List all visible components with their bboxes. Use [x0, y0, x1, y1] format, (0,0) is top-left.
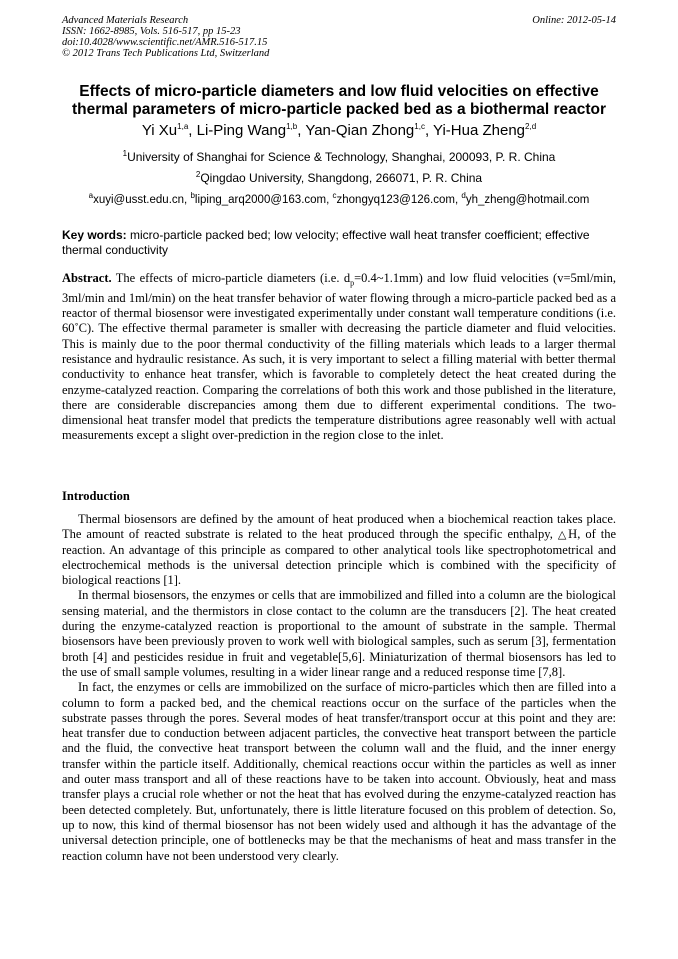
affiliation-text: Qingdao University, Shangdong, 266071, P. R. China: [200, 171, 483, 185]
email-text: xuyi@usst.edu.cn,: [93, 194, 191, 206]
email-sup: a: [88, 191, 94, 201]
paragraph-text: H, of the reaction. An advantage of this principle as compared to other analytical tools like spectrophotometrical and electrochemical methods is the universal detection principle which is combined with the specificity of biological reactions [1].: [62, 527, 616, 588]
journal-name: Advanced Materials Research: [62, 15, 189, 26]
title-line-1: Effects of micro-particle diameters and low fluid velocities on effective: [79, 83, 599, 100]
email-sup: c: [332, 191, 337, 201]
author-sep: ,: [424, 122, 434, 139]
author: [433, 122, 536, 139]
email-text: liping_arq2000@163.com,: [194, 194, 333, 206]
copyright-line: © 2012 Trans Tech Publications Ltd, Switzerland: [62, 48, 270, 59]
online-date: Online: 2012-05-14: [532, 15, 616, 26]
abstract-text-b: =0.4~1.1mm) and low fluid velocities (v=5ml/min, 3ml/min and 1ml/min) on the heat transfer behavior of water flowing through a micro-particle packed bed as a reactor of thermal biosensor were investigated experimentally under constant wall temperature conditions (i.e. 60˚C). The effective thermal parameter is smaller with decreasing the particle diameter and fluid velocities. This is mainly due to the poor thermal conductivity of the filling materials which leads to a larger thermal resistance and hydraulic resistance. As such, it is very important to select a filling material with better thermal conductivity to enhance heat transfer, which is favorable to completely detect the heat created during the enzyme-catalyzed reaction. Comparing the correlations of both this work and those published in the literature, there are considerable discrepancies among them due to different experimental conditions. The two-dimensional heat transfer model that predicts the temperature distributions agree reasonably well with actual measurements except a slight over-prediction in the region close to the inlet.: [62, 271, 616, 443]
affiliation-2: [40, 171, 638, 185]
paragraph-text: Thermal biosensors are defined by the amount of heat produced when a biochemical reaction takes place. The amount of reacted substrate is related to the heat produced through the specific enthalpy,: [62, 512, 616, 542]
author: [305, 122, 433, 139]
keywords-label: Key words:: [62, 228, 127, 242]
abstract: [62, 271, 616, 444]
email-text: yh_zheng@hotmail.com: [465, 194, 590, 206]
paragraph: In thermal biosensors, the enzymes or cells that are immobilized and filled into a column are the biological sensing material, and the thermistors in close contact to the column are the transducers [2]. The heat created during the enzyme-catalyzed reaction is proportional to the amount of substrate in the sample. Thermal biosensors have been previously proven to work well with biological samples, such as serum [3], fermentation broth [4] and pesticides residue in fruit and vegetable[5,6]. Miniaturization of thermal biosensors has led to the use of small sample volumes, resulting in a wider linear range and a reduced response time [7,8].: [62, 588, 616, 679]
journal-header: [62, 15, 616, 59]
author: [197, 122, 306, 139]
abstract-label: Abstract.: [62, 271, 112, 285]
email-sup: d: [461, 191, 466, 201]
author-sup: 1,c: [414, 122, 425, 131]
email-sup: b: [190, 191, 195, 201]
paragraph: In fact, the enzymes or cells are immobilized on the surface of micro-particles which then are filled into a column to form a packed bed, and the chemical reactions occur on the surface of the particles when the substrate passes through the pores. Several modes of heat transfer/transport occur at this point and they are: heat transfer due to conduction between adjacent particles, the convective heat transport between the particle and the fluid, the convective heat transport between the column wall and the fluid, and the inner energy transfer within the particle itself. Additionally, chemical reactions occur within the particles as well as inner and outer mass transport and all of these reactions have to be taken into account. Obviously, heat and mass transfer plays a crucial role whether or not the heat that has evolved during the enzyme-catalyzed reaction has been detected completely. But, unfortunately, there is little literature focused on this problem of detection. So, up to now, this kind of thermal biosensor has not been widely used and although it has the advantage of the universal detection principle, one of bottlenecks may be that the mechanisms of heat and mass transfer in the reaction column have not been understood very clearly.: [62, 680, 616, 863]
email-text: zhongyq123@126.com,: [336, 194, 462, 206]
author-sep: ,: [188, 122, 197, 139]
affiliation-sup: 2: [195, 170, 201, 179]
author-name: Yan-Qian Zhong: [305, 122, 415, 139]
abstract-subscript: p: [350, 278, 355, 288]
author-sup: 1,b: [286, 122, 298, 131]
author-sup: 1,a: [177, 122, 189, 131]
author-list: [40, 122, 638, 140]
issn-line: ISSN: 1662-8985, Vols. 516-517, pp 15-23: [62, 26, 241, 37]
paper-title: [40, 83, 638, 119]
delta-symbol: △: [557, 528, 569, 542]
doi-line: doi:10.4028/www.scientific.net/AMR.516-517.15: [62, 37, 268, 48]
keywords: [62, 228, 616, 257]
author-name: Li-Ping Wang: [196, 122, 287, 139]
introduction-body: [62, 512, 616, 864]
author: [142, 122, 197, 139]
section-heading-introduction: Introduction: [62, 489, 130, 503]
affiliation-sup: 1: [122, 149, 128, 158]
author-sup: 2,d: [525, 122, 537, 131]
email-list: [40, 193, 638, 207]
author-name: Yi-Hua Zheng: [433, 122, 526, 139]
abstract-text-a: The effects of micro-particle diameters (i.e. d: [111, 271, 351, 285]
affiliation-text: University of Shanghai for Science & Technology, Shanghai, 200093, P. R. China: [127, 150, 556, 164]
keywords-text: micro-particle packed bed; low velocity; effective wall heat transfer coefficient; effective thermal conductivity: [62, 228, 590, 257]
affiliation-1: [40, 150, 638, 164]
author-name: Yi Xu: [141, 122, 178, 139]
author-sep: ,: [297, 122, 306, 139]
paragraph: [62, 512, 616, 588]
title-line-2: thermal parameters of micro-particle packed bed as a biothermal reactor: [71, 101, 607, 118]
